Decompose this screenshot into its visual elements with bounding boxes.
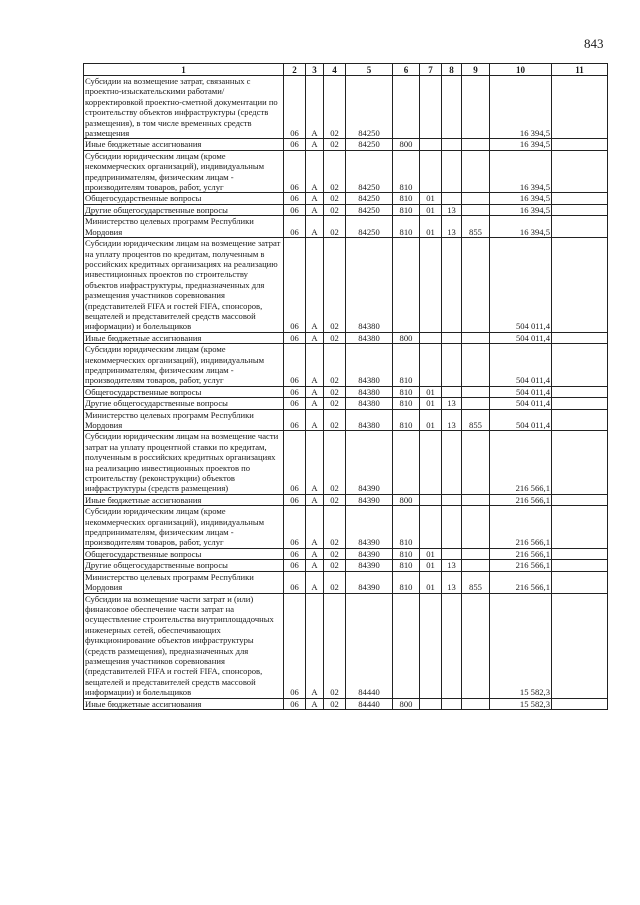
budget-code: 06 [284,560,306,571]
subprogram-code: 02 [324,139,346,150]
subsection-code [442,506,462,549]
column-header: 11 [552,64,608,76]
subprogram-code: 02 [324,560,346,571]
expense-type-code: 800 [393,139,420,150]
program-code: А [306,332,324,343]
table-row [84,431,608,494]
direction-code: 84380 [346,398,393,409]
subsection-code [442,698,462,709]
expense-type-code: 810 [393,398,420,409]
extra-value [552,431,608,494]
amount-value: 504 011,4 [490,386,552,397]
row-name: Министерство целевых программ Республики Мордовия [84,409,284,431]
subprogram-code: 02 [324,494,346,505]
budget-code: 06 [284,494,306,505]
section-code: 01 [420,560,442,571]
program-code: А [306,593,324,698]
ministry-code [462,76,490,139]
extra-value [552,548,608,559]
subsection-code [442,548,462,559]
budget-code: 06 [284,139,306,150]
ministry-code [462,560,490,571]
row-name: Министерство целевых программ Республики Мордовия [84,216,284,238]
row-name: Общегосударственные вопросы [84,193,284,204]
amount-value: 15 582,3 [490,593,552,698]
direction-code: 84390 [346,494,393,505]
budget-code: 06 [284,409,306,431]
amount-value: 16 394,5 [490,193,552,204]
table-row [84,548,608,559]
direction-code: 84250 [346,216,393,238]
table-row [84,76,608,139]
direction-code: 84440 [346,698,393,709]
expense-type-code: 810 [393,150,420,193]
extra-value [552,150,608,193]
table-row [84,494,608,505]
ministry-code [462,204,490,215]
extra-value [552,139,608,150]
expense-type-code: 800 [393,494,420,505]
program-code: А [306,204,324,215]
expense-type-code [393,76,420,139]
subsection-code [442,193,462,204]
section-code [420,506,442,549]
subprogram-code: 02 [324,398,346,409]
subsection-code [442,76,462,139]
table-body [84,76,608,710]
subsection-code [442,150,462,193]
table-row [84,398,608,409]
extra-value [552,593,608,698]
amount-value: 504 011,4 [490,332,552,343]
amount-value: 216 566,1 [490,571,552,593]
direction-code: 84380 [346,332,393,343]
column-header: 7 [420,64,442,76]
budget-code: 06 [284,76,306,139]
program-code: А [306,506,324,549]
extra-value [552,332,608,343]
extra-value [552,398,608,409]
ministry-code: 855 [462,409,490,431]
subsection-code: 13 [442,571,462,593]
section-code [420,344,442,387]
expense-type-code: 810 [393,216,420,238]
amount-value: 16 394,5 [490,204,552,215]
amount-value: 16 394,5 [490,139,552,150]
table-row [84,506,608,549]
extra-value [552,494,608,505]
row-name: Субсидии юридическим лицам на возмещение части затрат на уплату процентной ставки по кредитам, полученным в российских кредитных организациях на реализацию инвестиционных проектов по строительству (реконструкции) объектов инфраструктуры (средств размещения) [84,431,284,494]
expense-type-code: 810 [393,204,420,215]
program-code: А [306,548,324,559]
ministry-code [462,193,490,204]
ministry-code [462,386,490,397]
extra-value [552,76,608,139]
extra-value [552,238,608,333]
row-name: Министерство целевых программ Республики Мордовия [84,571,284,593]
subsection-code [442,593,462,698]
amount-value: 216 566,1 [490,494,552,505]
table-row [84,332,608,343]
budget-code: 06 [284,238,306,333]
row-name: Другие общегосударственные вопросы [84,204,284,215]
section-code [420,332,442,343]
program-code: А [306,698,324,709]
direction-code: 84440 [346,593,393,698]
section-code: 01 [420,409,442,431]
extra-value [552,344,608,387]
subprogram-code: 02 [324,409,346,431]
amount-value: 216 566,1 [490,506,552,549]
table-row [84,593,608,698]
subprogram-code: 02 [324,332,346,343]
table-row [84,150,608,193]
budget-code: 06 [284,386,306,397]
subprogram-code: 02 [324,386,346,397]
program-code: А [306,494,324,505]
budget-code: 06 [284,398,306,409]
table-row [84,204,608,215]
program-code: А [306,139,324,150]
table-row [84,344,608,387]
column-header: 3 [306,64,324,76]
amount-value: 16 394,5 [490,150,552,193]
column-header: 2 [284,64,306,76]
ministry-code [462,506,490,549]
section-code: 01 [420,216,442,238]
budget-code: 06 [284,593,306,698]
subprogram-code: 02 [324,193,346,204]
subprogram-code: 02 [324,216,346,238]
direction-code: 84390 [346,506,393,549]
subsection-code [442,344,462,387]
program-code: А [306,386,324,397]
amount-value: 504 011,4 [490,409,552,431]
ministry-code [462,698,490,709]
budget-code: 06 [284,344,306,387]
column-header: 10 [490,64,552,76]
subsection-code [442,332,462,343]
program-code: А [306,409,324,431]
direction-code: 84250 [346,193,393,204]
subprogram-code: 02 [324,150,346,193]
column-header: 9 [462,64,490,76]
amount-value: 15 582,3 [490,698,552,709]
row-name: Общегосударственные вопросы [84,548,284,559]
row-name: Другие общегосударственные вопросы [84,398,284,409]
budget-code: 06 [284,150,306,193]
expense-type-code: 800 [393,698,420,709]
expense-type-code: 810 [393,409,420,431]
ministry-code [462,238,490,333]
program-code: А [306,193,324,204]
direction-code: 84250 [346,139,393,150]
subsection-code: 13 [442,409,462,431]
budget-code: 06 [284,506,306,549]
subprogram-code: 02 [324,238,346,333]
direction-code: 84390 [346,560,393,571]
subsection-code [442,386,462,397]
extra-value [552,698,608,709]
extra-value [552,409,608,431]
row-name: Субсидии юридическим лицам (кроме некоммерческих организаций), индивидуальным предпринимателям, физическим лицам - производителям товаров, работ, услуг [84,344,284,387]
expense-type-code: 800 [393,332,420,343]
direction-code: 84250 [346,150,393,193]
expense-type-code [393,238,420,333]
budget-table [83,63,608,710]
table-row [84,571,608,593]
section-code [420,76,442,139]
program-code: А [306,238,324,333]
subsection-code [442,139,462,150]
ministry-code [462,494,490,505]
amount-value: 16 394,5 [490,216,552,238]
column-header: 1 [84,64,284,76]
budget-code: 06 [284,548,306,559]
program-code: А [306,560,324,571]
expense-type-code: 810 [393,344,420,387]
table-row [84,216,608,238]
subprogram-code: 02 [324,204,346,215]
ministry-code [462,398,490,409]
subsection-code [442,494,462,505]
table-row [84,193,608,204]
expense-type-code [393,431,420,494]
subprogram-code: 02 [324,506,346,549]
extra-value [552,560,608,571]
subprogram-code: 02 [324,76,346,139]
direction-code: 84390 [346,548,393,559]
subsection-code: 13 [442,204,462,215]
ministry-code [462,593,490,698]
amount-value: 16 394,5 [490,76,552,139]
row-name: Иные бюджетные ассигнования [84,494,284,505]
row-name: Иные бюджетные ассигнования [84,139,284,150]
amount-value: 504 011,4 [490,398,552,409]
extra-value [552,386,608,397]
budget-code: 06 [284,431,306,494]
ministry-code [462,332,490,343]
row-name: Иные бюджетные ассигнования [84,332,284,343]
row-name: Субсидии юридическим лицам (кроме некоммерческих организаций), индивидуальным предпринимателям, физическим лицам - производителям товаров, работ, услуг [84,506,284,549]
column-header: 4 [324,64,346,76]
ministry-code: 855 [462,571,490,593]
amount-value: 216 566,1 [490,548,552,559]
ministry-code [462,344,490,387]
subprogram-code: 02 [324,571,346,593]
column-header: 6 [393,64,420,76]
budget-code: 06 [284,204,306,215]
program-code: А [306,76,324,139]
direction-code: 84380 [346,409,393,431]
row-name: Иные бюджетные ассигнования [84,698,284,709]
section-code [420,139,442,150]
section-code [420,238,442,333]
direction-code: 84380 [346,238,393,333]
subprogram-code: 02 [324,431,346,494]
direction-code: 84380 [346,386,393,397]
table-row [84,386,608,397]
column-header: 8 [442,64,462,76]
program-code: А [306,398,324,409]
table-row [84,139,608,150]
expense-type-code [393,593,420,698]
amount-value: 216 566,1 [490,560,552,571]
program-code: А [306,571,324,593]
amount-value: 504 011,4 [490,238,552,333]
subprogram-code: 02 [324,548,346,559]
ministry-code [462,431,490,494]
expense-type-code: 810 [393,506,420,549]
subsection-code [442,431,462,494]
ministry-code [462,548,490,559]
table-header-row [84,64,608,76]
table-row [84,409,608,431]
ministry-code [462,139,490,150]
extra-value [552,204,608,215]
direction-code: 84390 [346,431,393,494]
ministry-code: 855 [462,216,490,238]
subsection-code: 13 [442,216,462,238]
table-row [84,560,608,571]
program-code: А [306,431,324,494]
budget-code: 06 [284,216,306,238]
section-code [420,150,442,193]
section-code: 01 [420,548,442,559]
row-name: Субсидии на возмещение части затрат и (или) финансовое обеспечение части затрат на осуществление строительства внутриплощадочных инженерных сетей, обеспечивающих функционирование объектов инфраструктуры (средств размещения), предназначенных для размещения участников соревнования (представителей FIFA и гостей FIFA, спонсоров, вещателей и представителей средств массовой информации) и болельщиков [84,593,284,698]
direction-code: 84390 [346,571,393,593]
expense-type-code: 810 [393,193,420,204]
extra-value [552,216,608,238]
amount-value: 216 566,1 [490,431,552,494]
extra-value [552,193,608,204]
row-name: Субсидии юридическим лицам (кроме некоммерческих организаций), индивидуальным предпринимателям, физическим лицам - производителям товаров, работ, услуг [84,150,284,193]
extra-value [552,506,608,549]
expense-type-code: 810 [393,386,420,397]
budget-code: 06 [284,193,306,204]
expense-type-code: 810 [393,548,420,559]
expense-type-code: 810 [393,560,420,571]
subsection-code: 13 [442,398,462,409]
subprogram-code: 02 [324,593,346,698]
column-header: 5 [346,64,393,76]
section-code: 01 [420,386,442,397]
table-row [84,238,608,333]
expense-type-code: 810 [393,571,420,593]
budget-code: 06 [284,571,306,593]
section-code: 01 [420,204,442,215]
section-code [420,494,442,505]
ministry-code [462,150,490,193]
subprogram-code: 02 [324,698,346,709]
section-code: 01 [420,398,442,409]
subsection-code [442,238,462,333]
program-code: А [306,150,324,193]
row-name: Другие общегосударственные вопросы [84,560,284,571]
direction-code: 84250 [346,76,393,139]
row-name: Субсидии на возмещение затрат, связанных с проектно-изыскательскими работами/корректировкой проектно-сметной документации по строительству объектов инфраструктуры (средств размещения), в том числе временных средств размещения [84,76,284,139]
section-code [420,698,442,709]
section-code: 01 [420,193,442,204]
direction-code: 84250 [346,204,393,215]
page-number: 843 [584,36,604,51]
budget-code: 06 [284,332,306,343]
program-code: А [306,344,324,387]
subsection-code: 13 [442,560,462,571]
program-code: А [306,216,324,238]
direction-code: 84380 [346,344,393,387]
section-code [420,431,442,494]
budget-code: 06 [284,698,306,709]
extra-value [552,571,608,593]
section-code [420,593,442,698]
section-code: 01 [420,571,442,593]
table-row [84,698,608,709]
amount-value: 504 011,4 [490,344,552,387]
row-name: Общегосударственные вопросы [84,386,284,397]
row-name: Субсидии юридическим лицам на возмещение затрат на уплату процентов по кредитам, полученным в российских кредитных организациях на реализацию инвестиционных проектов по строительству объектов инфраструктуры, предназначенных для размещения участников соревнования (представителей FIFA и гостей FIFA, спонсоров, вещателей и представителей средств массовой информации) и болельщиков [84,238,284,333]
subprogram-code: 02 [324,344,346,387]
